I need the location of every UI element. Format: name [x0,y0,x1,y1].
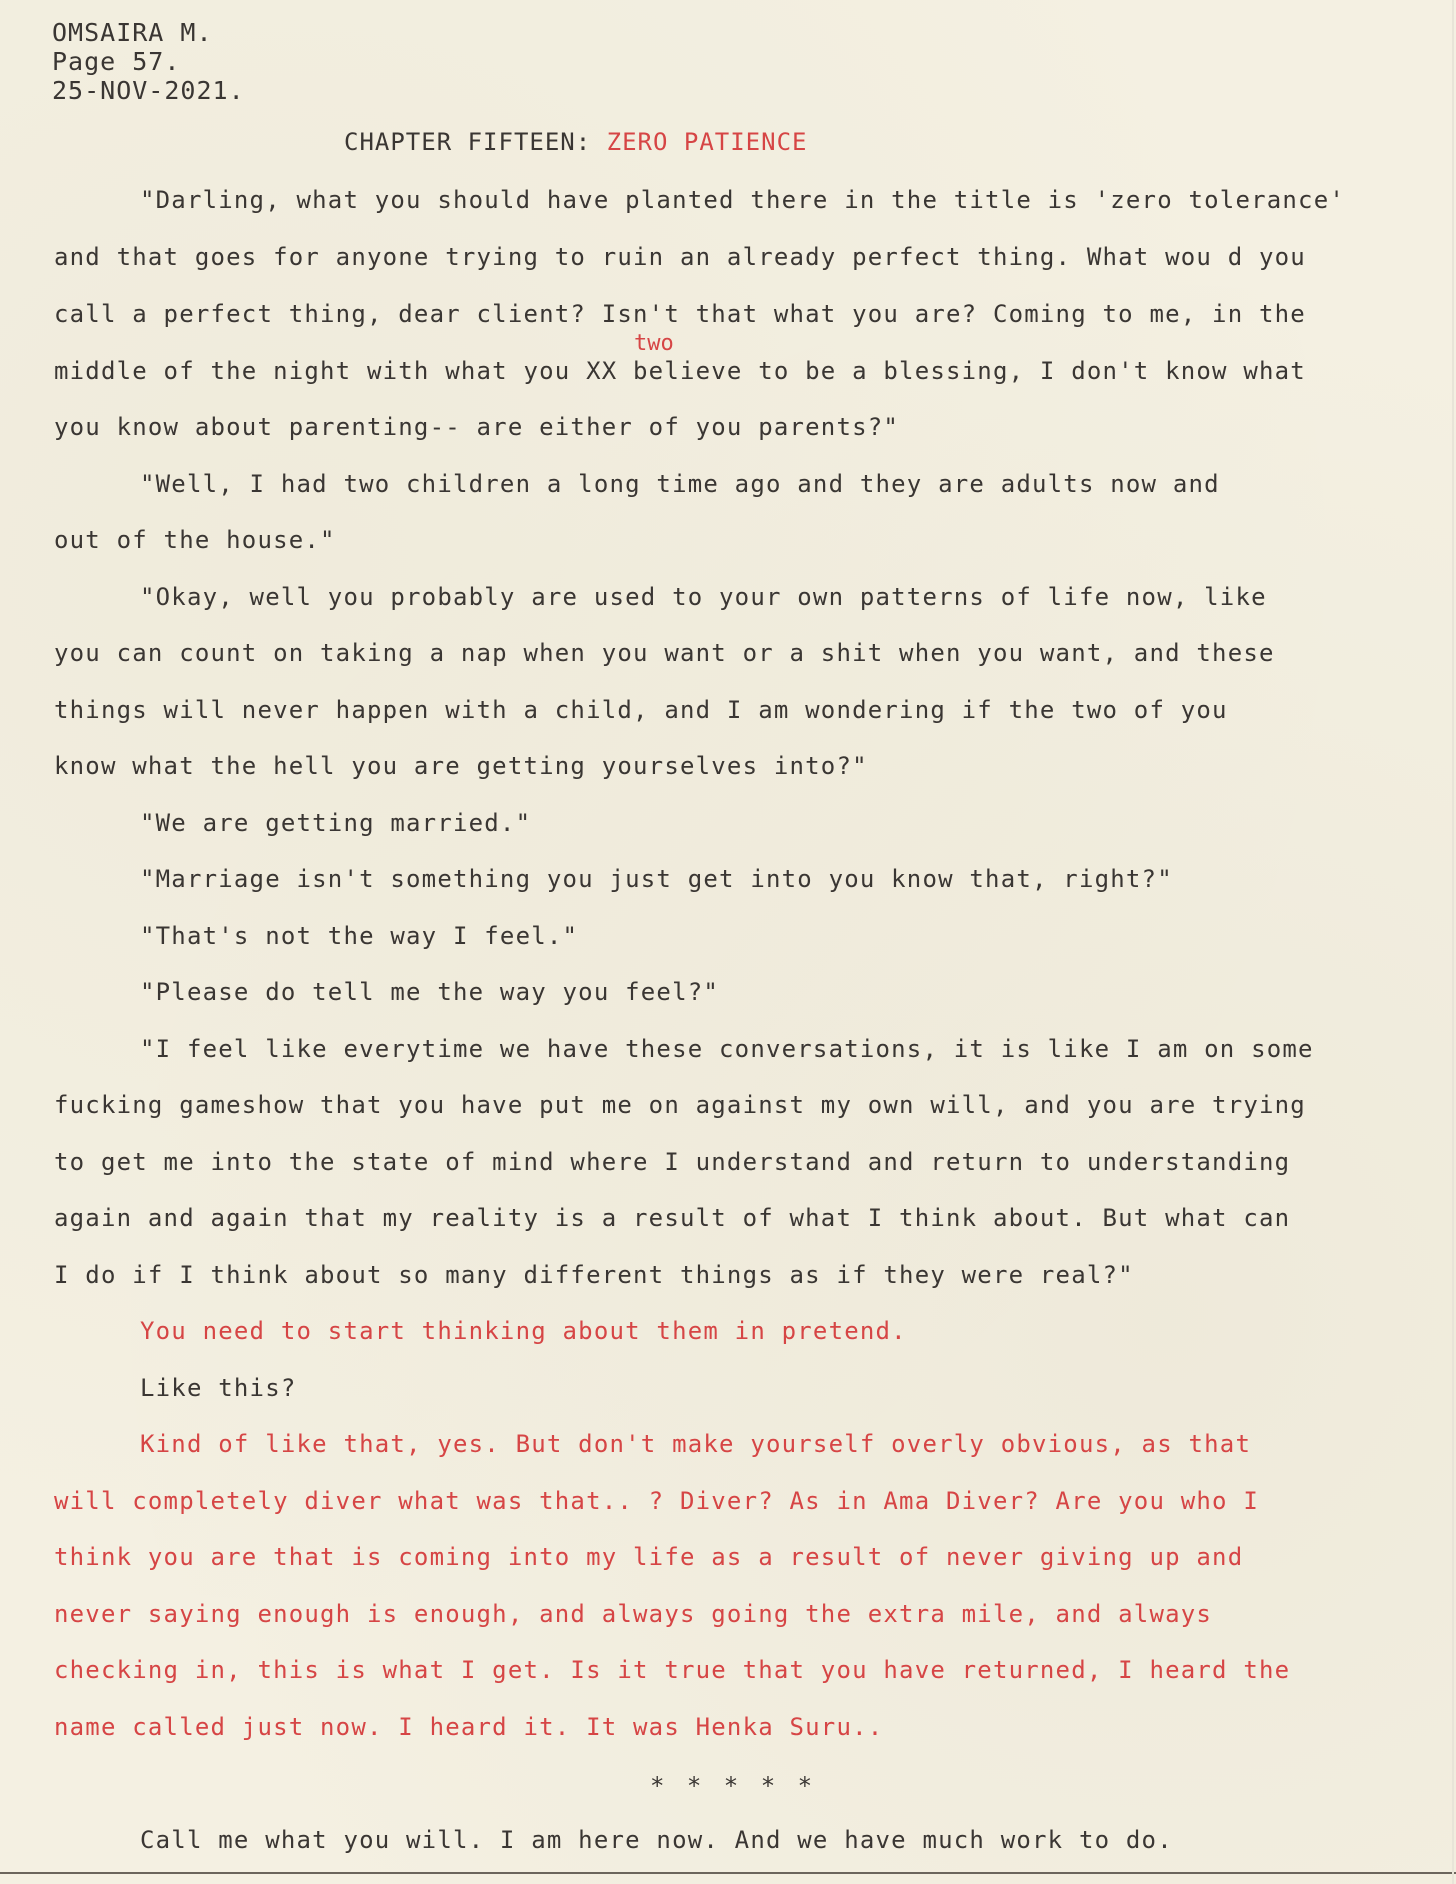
page-date: 25-NOV-2021. [52,76,245,105]
text-line: know what the hell you are getting yourselves into?" [54,752,868,780]
text-line: Kind of like that, yes. But don't make yourself overly obvious, as that [140,1430,1252,1458]
text-line: will completely diver what was that.. ? Diver? As in Ama Diver? Are you who I [54,1487,1259,1515]
text-line: "Please do tell me the way you feel?" [140,978,720,1006]
final-line: Call me what you will. I am here now. And we have much work to do. [140,1826,1173,1854]
text-line: "Okay, well you probably are used to your own patterns of life now, like [140,583,1267,611]
chapter-heading [344,128,807,156]
text-line: think you are that is coming into my life as a result of never giving up and [54,1543,1244,1571]
chapter-label: CHAPTER FIFTEEN: [344,128,592,156]
text-line: and that goes for anyone trying to ruin an already perfect thing. What wou d you [54,243,1306,271]
text-line: again and again that my reality is a result of what I think about. But what can [54,1204,1291,1232]
text-line: never saying enough is enough, and always going the extra mile, and always [54,1600,1213,1628]
handwritten-correction: two [634,331,674,356]
text-line: things will never happen with a child, and I am wondering if the two of you [54,696,1228,724]
text-line: you know about parenting-- are either of you parents?" [54,413,900,441]
page-right-edge [1452,0,1454,1884]
text-line: Like this? [140,1374,297,1402]
chapter-title: ZERO PATIENCE [606,128,808,156]
page-header [52,18,245,105]
text-line: call a perfect thing, dear client? Isn't that what you are? Coming to me, in the [54,300,1306,328]
section-separator: * * * * * [650,1772,817,1800]
text-line: "I feel like everytime we have these conversations, it is like I am on some [140,1035,1314,1063]
text-line: "Darling, what you should have planted there in the title is 'zero tolerance' [140,186,1345,214]
text-line: fucking gameshow that you have put me on against my own will, and you are trying [54,1091,1306,1119]
text-line: "We are getting married." [140,809,532,837]
page-bottom-edge [0,1872,1456,1874]
page-number: Page 57. [52,47,181,76]
text-line: to get me into the state of mind where I understand and return to understanding [54,1148,1291,1176]
text-line: you can count on taking a nap when you want or a shit when you want, and these [54,639,1275,667]
text-line: I do if I think about so many different things as if they were real?" [54,1261,1134,1289]
text-line: name called just now. I heard it. It was Henka Suru.. [54,1713,884,1741]
author-name: OMSAIRA M. [52,18,213,47]
text-line: checking in, this is what I get. Is it true that you have returned, I heard the [54,1656,1291,1684]
text-line: middle of the night with what you XX believe to be a blessing, I don't know what [54,357,1306,385]
text-line: "That's not the way I feel." [140,922,579,950]
text-line: "Well, I had two children a long time ago and they are adults now and [140,470,1220,498]
text-line: You need to start thinking about them in pretend. [140,1317,907,1345]
text-line: "Marriage isn't something you just get into you know that, right?" [140,865,1173,893]
text-line: out of the house." [54,526,336,554]
